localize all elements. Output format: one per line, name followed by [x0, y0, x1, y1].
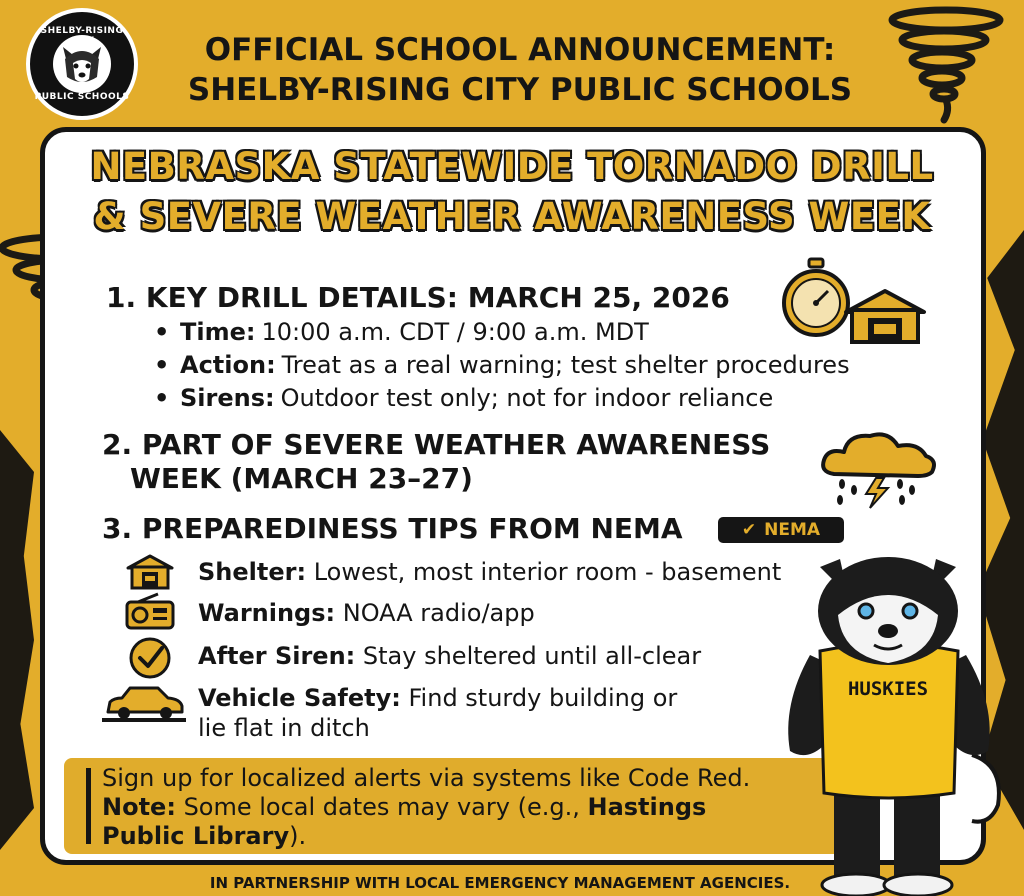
library-name: Public Library: [102, 822, 290, 850]
note-label: Note:: [102, 793, 176, 821]
nema-badge-label: NEMA: [764, 520, 821, 540]
shelter-icon: [126, 554, 174, 590]
husky-mascot: [776, 555, 1004, 896]
section-1-heading: 1. KEY DRILL DETAILS: MARCH 25, 2026: [106, 281, 730, 314]
footer-partnership: IN PARTNERSHIP WITH LOCAL EMERGENCY MANAGEMENT AGENCIES.: [209, 874, 791, 892]
logo-text-bottom: PUBLIC SCHOOLS: [34, 92, 130, 102]
announcement-header: [150, 30, 890, 110]
logo-text-top: SHELBY-RISING CITY: [40, 26, 124, 46]
radio-icon: [124, 592, 176, 630]
storm-cloud-icon: [818, 428, 940, 510]
bullet-dot: •: [154, 318, 170, 346]
bullet-label: Time:: [180, 318, 256, 346]
tip-warnings: [198, 598, 535, 628]
tip-text: Find sturdy building or: [408, 684, 678, 712]
bullet-text: 10:00 a.m. CDT / 9:00 a.m. MDT: [261, 318, 649, 346]
tip-label: Vehicle Safety:: [198, 684, 401, 712]
title-line-1: NEBRASKA STATEWIDE TORNADO DRILL: [90, 145, 934, 188]
check-icon: [128, 636, 172, 680]
tip-vehicle-safety: [198, 683, 677, 743]
list-item: [154, 316, 850, 349]
alert-line-1: Sign up for localized alerts via systems like Code Red.: [102, 764, 751, 792]
check-icon: ✔: [741, 520, 757, 540]
decorative-silhouette-left: [0, 430, 34, 850]
tip-label: Shelter:: [198, 558, 307, 586]
school-logo: [26, 8, 138, 120]
tip-shelter: [198, 557, 781, 587]
shelter-icon: [842, 288, 928, 344]
tip-text: NOAA radio/app: [342, 599, 535, 627]
drill-details-list: [154, 316, 850, 415]
list-item: [154, 349, 850, 382]
car-icon: [100, 684, 188, 724]
alert-line-3: [102, 822, 852, 851]
event-title: [0, 142, 1024, 242]
title-line-2: & SEVERE WEATHER AWARENESS WEEK: [93, 195, 931, 238]
bullet-label: Action:: [180, 351, 276, 379]
header-line-1: OFFICIAL SCHOOL ANNOUNCEMENT:: [204, 32, 836, 68]
header-line-2: SHELBY-RISING CITY PUBLIC SCHOOLS: [187, 72, 853, 108]
alert-line-3-end: ).: [289, 822, 307, 850]
tip-after-siren: [198, 641, 701, 671]
list-item: [154, 382, 850, 415]
tip-text-line-2: lie flat in ditch: [198, 714, 370, 742]
bullet-text: Outdoor test only; not for indoor reliance: [280, 384, 774, 412]
bullet-label: Sirens:: [180, 384, 275, 412]
alert-accent-bar: [86, 768, 91, 844]
section-3-heading: 3. PREPAREDINESS TIPS FROM NEMA: [102, 512, 683, 545]
tip-text: Lowest, most interior room - basement: [313, 558, 782, 586]
bullet-dot: •: [154, 351, 170, 379]
section-2-heading: [102, 428, 770, 496]
nema-badge: [718, 517, 844, 543]
alert-line-2: [102, 793, 852, 822]
tip-text: Stay sheltered until all-clear: [362, 642, 702, 670]
bullet-dot: •: [154, 384, 170, 412]
alert-text: [102, 764, 852, 851]
note-text: Some local dates may vary (e.g.,: [183, 793, 580, 821]
section-2-heading-line-1: 2. PART OF SEVERE WEATHER AWARENESS: [102, 428, 771, 461]
section-2-heading-line-2: WEEK (MARCH 23–27): [130, 462, 473, 495]
note-bold: Hastings: [587, 793, 707, 821]
bullet-text: Treat as a real warning; test shelter procedures: [281, 351, 850, 379]
tip-label: Warnings:: [198, 599, 336, 627]
mascot-shirt-text: HUSKIES: [847, 678, 929, 700]
tornado-icon: [886, 6, 1006, 126]
tip-label: After Siren:: [198, 642, 356, 670]
